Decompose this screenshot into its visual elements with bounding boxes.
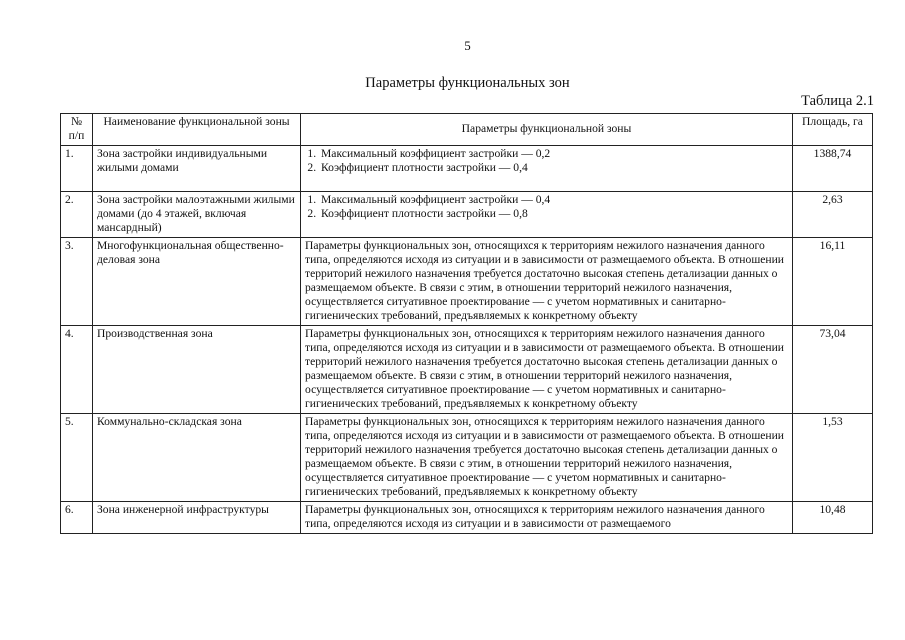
zone-name: Производственная зона	[93, 326, 301, 414]
zone-params: Параметры функциональных зон, относящихся к территориям нежилого назначения данного типа, определяются исходя из ситуации и в зависимости от размещаемого	[301, 502, 793, 534]
zone-area: 16,11	[793, 238, 873, 326]
table-row	[61, 326, 873, 414]
zone-area: 1388,74	[793, 146, 873, 192]
header-num: № п/п	[61, 114, 93, 146]
zone-name: Зона застройки индивидуальными жилыми домами	[93, 146, 301, 192]
zone-params: Параметры функциональных зон, относящихся к территориям нежилого назначения данного типа, определяются исходя из ситуации и в зависимости от размещаемого объекта. В отношении территорий нежилого назначения требуется достаточно высокая степень детализации данных о размещаемом объекте. В связи с этим, в отношении территорий нежилого назначения, осуществляется ситуативное проектирование — с учетом нормативных и санитарно-гигиенических требований, предъявляемых к конкретному объекту	[301, 414, 793, 502]
table-header-row	[61, 114, 873, 146]
zone-name: Зона инженерной инфраструктуры	[93, 502, 301, 534]
row-num: 2.	[61, 192, 93, 238]
zone-area: 73,04	[793, 326, 873, 414]
table-label: Таблица 2.1	[801, 93, 874, 109]
zone-params: Параметры функциональных зон, относящихся к территориям нежилого назначения данного типа, определяются исходя из ситуации и в зависимости от размещаемого объекта. В отношении территорий нежилого назначения требуется достаточно высокая степень детализации данных о размещаемом объекте. В связи с этим, в отношении территорий нежилого назначения, осуществляется ситуативное проектирование — с учетом нормативных и санитарно-гигиенических требований, предъявляемых к конкретному объекту	[301, 238, 793, 326]
table-row	[61, 146, 873, 192]
param-item: 1. Максимальный коэффициент застройки — 0,4	[319, 193, 788, 207]
row-num: 3.	[61, 238, 93, 326]
header-zone-params: Параметры функциональной зоны	[301, 114, 793, 146]
zone-area: 10,48	[793, 502, 873, 534]
zone-area: 1,53	[793, 414, 873, 502]
page-title: Параметры функциональных зон	[365, 75, 570, 91]
zone-params	[301, 192, 793, 238]
param-item: 2. Коэффициент плотности застройки — 0,4	[319, 161, 788, 175]
zones-parameters-table	[60, 113, 873, 534]
zone-params	[301, 146, 793, 192]
zone-name: Многофункциональная общественно-деловая зона	[93, 238, 301, 326]
page-number: 5	[464, 38, 471, 53]
zone-area: 2,63	[793, 192, 873, 238]
row-num: 4.	[61, 326, 93, 414]
zone-params: Параметры функциональных зон, относящихся к территориям нежилого назначения данного типа, определяются исходя из ситуации и в зависимости от размещаемого объекта. В отношении территорий нежилого назначения требуется достаточно высокая степень детализации данных о размещаемом объекте. В связи с этим, в отношении территорий нежилого назначения, осуществляется ситуативное проектирование — с учетом нормативных и санитарно-гигиенических требований, предъявляемых к конкретному объекту	[301, 326, 793, 414]
table-row	[61, 238, 873, 326]
table-row	[61, 192, 873, 238]
header-area: Площадь, га	[793, 114, 873, 146]
row-num: 6.	[61, 502, 93, 534]
param-item: 2. Коэффициент плотности застройки — 0,8	[319, 207, 788, 221]
param-item: 1. Максимальный коэффициент застройки — 0,2	[319, 147, 788, 161]
row-num: 1.	[61, 146, 93, 192]
table-row	[61, 502, 873, 534]
table-row	[61, 414, 873, 502]
header-zone-name: Наименование функциональной зоны	[93, 114, 301, 146]
zone-name: Коммунально-складская зона	[93, 414, 301, 502]
row-num: 5.	[61, 414, 93, 502]
zone-name: Зона застройки малоэтажными жилыми домами (до 4 этажей, включая мансардный)	[93, 192, 301, 238]
